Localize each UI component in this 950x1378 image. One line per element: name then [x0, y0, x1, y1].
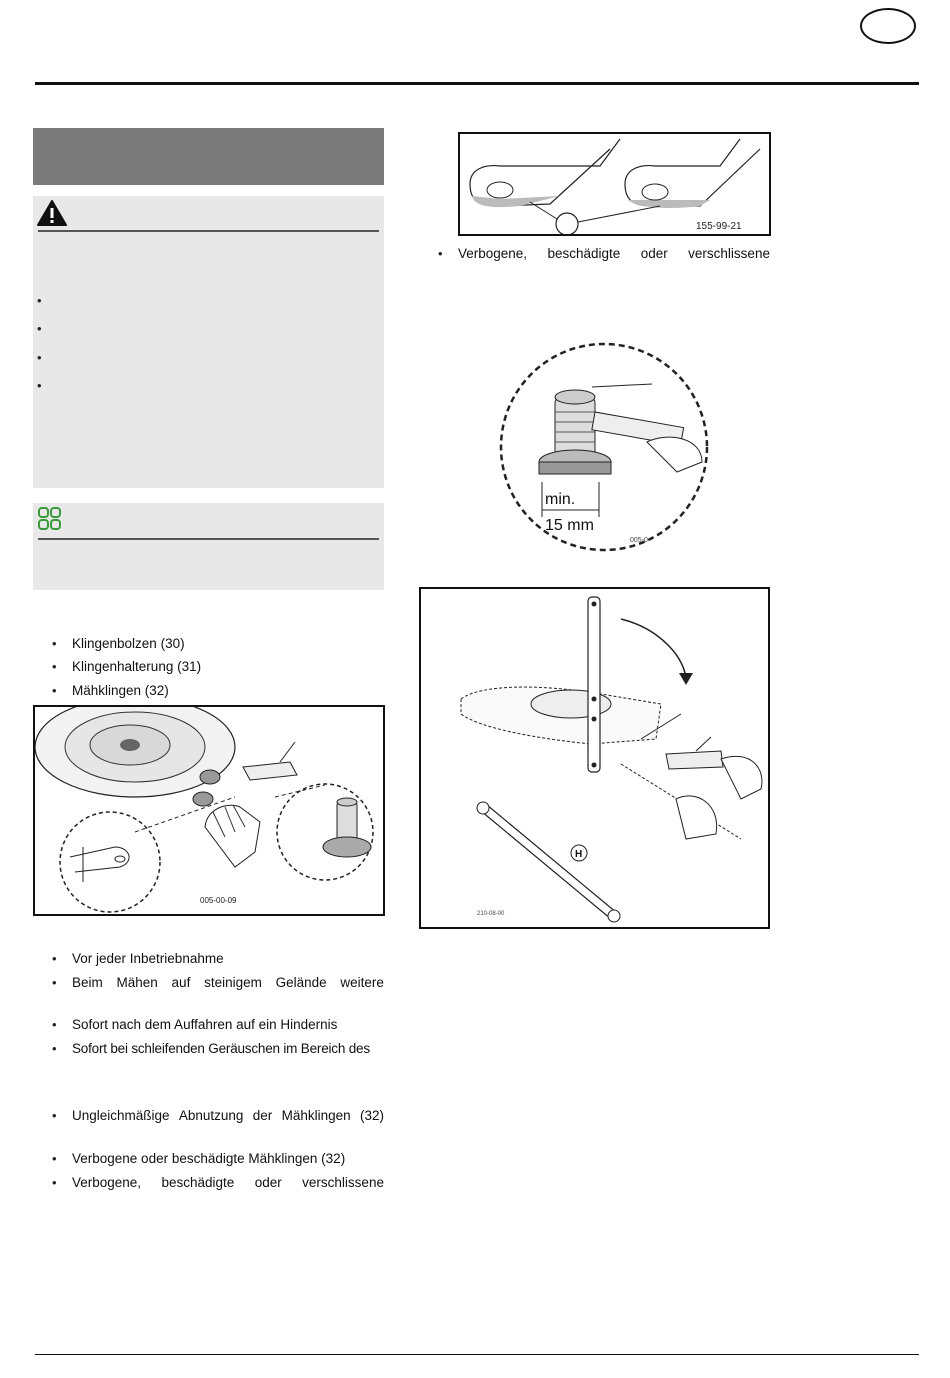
- right-item-worn-parts: Verbogene, beschädigte oder verschlissene: [458, 246, 770, 261]
- note-box: [33, 503, 384, 590]
- note-divider: [38, 538, 379, 540]
- check-bullet-4: •: [52, 1041, 57, 1056]
- caliper-size-label: 15 mm: [545, 517, 594, 534]
- parts-item-blade-bolt: Klingenbolzen (30): [72, 636, 185, 651]
- warning-bullet-3: •: [37, 350, 42, 365]
- right-bullet: •: [438, 246, 443, 261]
- check-item-stony-ground: Beim Mähen auf steinigem Gelände weitere: [72, 975, 384, 990]
- check-item-worn-parts: Verbogene, beschädigte oder verschlissene: [72, 1175, 384, 1190]
- figure-disc-blades: [33, 705, 385, 916]
- warning-divider: [38, 230, 379, 232]
- check-bullet-3: •: [52, 1017, 57, 1032]
- check-item-uneven-wear: Ungleichmäßige Abnutzung der Mähklingen (32): [72, 1108, 384, 1123]
- parts-bullet-1: •: [52, 636, 57, 651]
- parts-item-blade-holder: Klingenhalterung (31): [72, 659, 202, 674]
- check-bullet-6: •: [52, 1151, 57, 1166]
- warning-triangle-icon: [37, 200, 67, 226]
- section-heading-bar: [33, 128, 384, 185]
- parts-item-blades: Mähklingen (32): [72, 683, 169, 698]
- warning-bullet-4: •: [37, 378, 42, 393]
- check-bullet-7: •: [52, 1175, 57, 1190]
- caliper-min-label: min.: [545, 491, 576, 508]
- check-item-before-use: Vor jeder Inbetriebnahme: [72, 951, 224, 966]
- disc-figure-code: 005-00-09: [200, 896, 237, 905]
- check-bullet-5: •: [52, 1108, 57, 1123]
- clover-note-icon: [37, 506, 63, 532]
- figure-blade-tool: [419, 587, 770, 929]
- tool-label-h: H: [575, 849, 583, 860]
- parts-bullet-3: •: [52, 683, 57, 698]
- tool-figure-code: 210-08-00: [477, 911, 505, 917]
- warning-bullet-1: •: [37, 293, 42, 308]
- check-item-obstacle: Sofort nach dem Auffahren auf ein Hindernis: [72, 1017, 338, 1032]
- check-bullet-1: •: [52, 951, 57, 966]
- blades-figure-code: 155-99-21: [696, 221, 742, 232]
- parts-bullet-2: •: [52, 659, 57, 674]
- warning-box: [33, 196, 384, 488]
- footer-rule: [35, 1354, 919, 1355]
- caliper-figure-code: 005-0: [630, 537, 648, 544]
- country-code-oval: [860, 8, 916, 44]
- warning-bullet-2: •: [37, 321, 42, 336]
- check-item-grinding-noise: Sofort bei schleifenden Geräuschen im Bereich des: [72, 1041, 370, 1056]
- figure-caliper-check: [497, 342, 713, 556]
- figure-worn-blades: [458, 132, 771, 236]
- check-item-bent-blades: Verbogene oder beschädigte Mähklingen (32): [72, 1151, 346, 1166]
- check-bullet-2: •: [52, 975, 57, 990]
- header-rule: [35, 82, 919, 85]
